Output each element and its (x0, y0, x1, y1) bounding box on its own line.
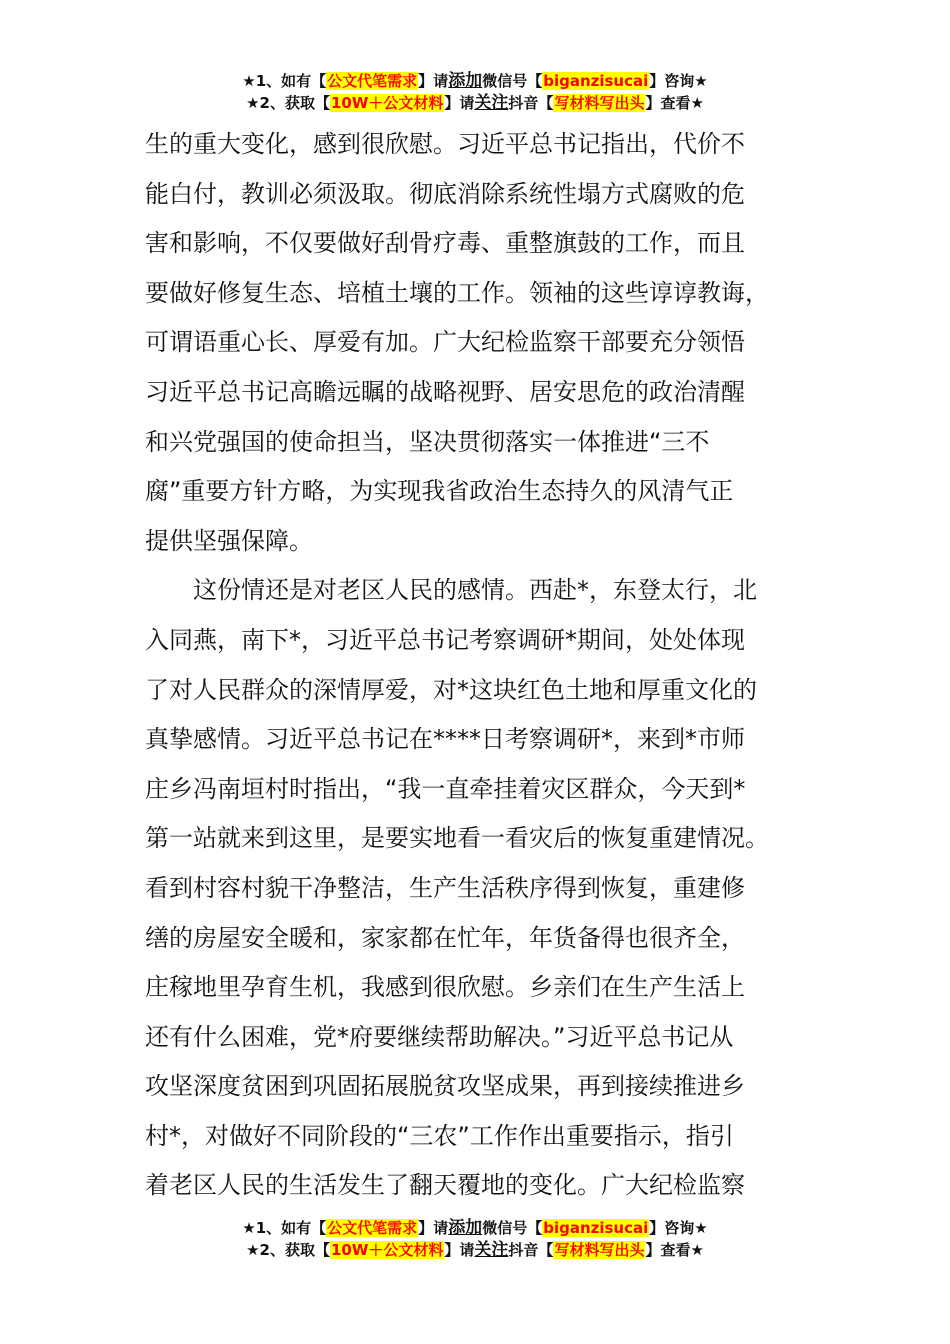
banner-text: ★1、如有【 (242, 1219, 327, 1237)
body-line: 这份情还是对老区人民的感情。西赴*，东登太行，北 (145, 576, 757, 605)
emphasis-text: 添加 (448, 1218, 483, 1238)
body-line: 提供坚强保障。 (145, 526, 313, 555)
banner-text: 】查看★ (645, 1241, 704, 1259)
emphasis-text: 关注 (474, 1240, 509, 1260)
banner-text: 】查看★ (645, 94, 704, 112)
body-line: 生的重大变化，感到很欣慰。习近平总书记指出，代价不 (145, 130, 745, 158)
body-line: 可谓语重心长、厚爱有加。广大纪检监察干部要充分领悟 (145, 328, 745, 357)
body-line: 缮的房屋安全暖和，家家都在忙年，年货备得也很齐全， (145, 923, 745, 952)
banner-text: 】咨询★ (649, 1219, 708, 1237)
banner-text: 抖音【 (508, 1241, 554, 1259)
banner-text: 抖音【 (508, 94, 554, 112)
banner-line-1 (0, 1217, 950, 1239)
body-line: 了对人民群众的深情厚爱，对*这块红色土地和厚重文化的 (145, 675, 757, 704)
highlight-wechat-id: biganzisucai (543, 72, 649, 90)
highlight-douyin-account: 写材料写出头 (554, 94, 645, 112)
footer-banner (0, 1217, 950, 1261)
body-line: 要做好修复生态、培植土壤的工作。领袖的这些谆谆教诲， (145, 278, 769, 307)
highlight-douyin-account: 写材料写出头 (554, 1241, 645, 1259)
banner-text: ★1、如有【 (242, 72, 327, 90)
banner-text: 微信号【 (482, 1219, 543, 1237)
body-line: 能白付，教训必须汲取。彻底消除系统性塌方式腐败的危 (145, 179, 745, 208)
body-line: 习近平总书记高瞻远瞩的战略视野、居安思危的政治清醒 (145, 377, 745, 406)
body-line: 庄稼地里孕育生机，我感到很欣慰。乡亲们在生产生活上 (145, 973, 745, 1002)
banner-text: 】请 (444, 94, 475, 112)
body-line: 村*，对做好不同阶段的“三农”工作作出重要指示，指引 (145, 1121, 734, 1150)
body-line: 腐”重要方针方略，为实现我省政治生态持久的风清气正 (145, 477, 734, 506)
body-line: 真挚感情。习近平总书记在****日考察调研*，来到*市师 (145, 725, 745, 754)
banner-text: 】请 (418, 72, 449, 90)
body-line: 入同燕，南下*，习近平总书记考察调研*期间，处处体现 (145, 625, 745, 654)
header-banner (0, 70, 950, 114)
body-line: 和兴党强国的使命担当，坚决贯彻落实一体推进“三不 (145, 427, 710, 456)
banner-text: 微信号【 (482, 72, 543, 90)
body-line: 第一站就来到这里，是要实地看一看灾后的恢复重建情况。 (145, 824, 769, 853)
banner-text: ★2、获取【 (246, 1241, 330, 1259)
body-line: 还有什么困难，党*府要继续帮助解决。”习近平总书记从 (145, 1022, 734, 1051)
body-line: 庄乡冯南垣村时指出，“我一直牵挂着灾区群众，今天到* (145, 774, 746, 803)
banner-text: 】请 (418, 1219, 449, 1237)
highlight-materials: 10W＋公文材料 (330, 1241, 444, 1259)
emphasis-text: 添加 (448, 71, 483, 91)
emphasis-text: 关注 (474, 93, 509, 113)
banner-line-1 (0, 70, 950, 92)
body-line: 害和影响，不仅要做好刮骨疗毒、重整旗鼓的工作，而且 (145, 229, 745, 258)
body-line: 攻坚深度贫困到巩固拓展脱贫攻坚成果，再到接续推进乡 (145, 1072, 745, 1101)
banner-text: ★2、获取【 (246, 94, 330, 112)
banner-text: 】咨询★ (649, 72, 708, 90)
body-line: 看到村容村貌干净整洁，生产生活秩序得到恢复，重建修 (145, 873, 745, 902)
highlight-materials: 10W＋公文材料 (330, 94, 444, 112)
body-line: 着老区人民的生活发生了翻天覆地的变化。广大纪检监察 (145, 1171, 745, 1200)
banner-text: 】请 (444, 1241, 475, 1259)
highlight-wechat-id: biganzisucai (543, 1219, 649, 1237)
document-body (145, 120, 815, 1211)
highlight-service: 公文代笔需求 (327, 1219, 418, 1237)
banner-line-2 (0, 92, 950, 114)
banner-line-2 (0, 1239, 950, 1261)
highlight-service: 公文代笔需求 (327, 72, 418, 90)
